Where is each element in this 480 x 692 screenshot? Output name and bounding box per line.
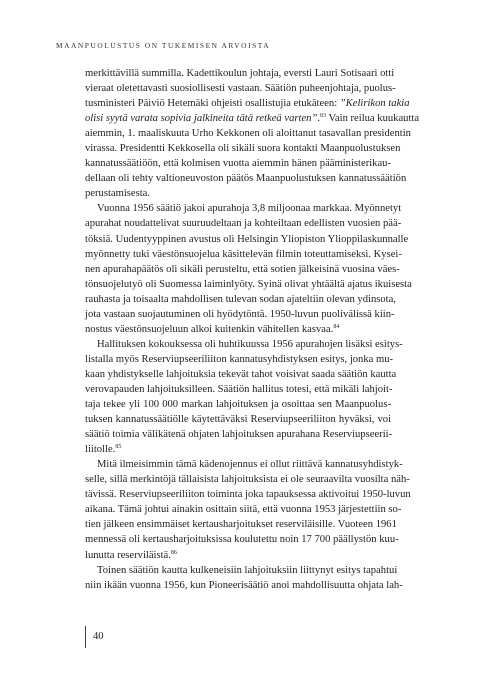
text-segment: aiemmin, 1. maaliskuuta Urho Kekkonen oli aloittanut tasavallan presidentin <box>85 128 411 140</box>
text-segment: jota vastaan suojautuminen oli hyödytöntä. 1950-luvun puolivälissä kiin- <box>85 308 395 320</box>
text-line <box>85 232 409 247</box>
text-segment: myönnetty tuki väestönsuojelua käsittelevän filmin toteuttamiseksi. Kysei- <box>85 248 402 260</box>
text-line <box>85 442 391 457</box>
text-segment: merkittävillä summilla. Kadettikoulun johtaja, eversti Lauri Sotisaari otti <box>85 68 395 79</box>
text-line <box>85 502 402 517</box>
text-line <box>85 457 403 472</box>
text-line <box>85 382 391 397</box>
text-line <box>85 578 403 593</box>
text-line <box>85 156 391 171</box>
body-text <box>85 66 420 593</box>
text-segment: apurahat noudattelivat suuruudeltaan ja kohteiltaan edellisten vuosien pää- <box>85 218 402 230</box>
italic-quote: olisi syytä varata sopivia jalkineita tätä retkeä varten” <box>85 113 318 125</box>
text-segment: virassa. Presidentti Kekkosella oli sikäli suora kontakti Maanpuolustuksen <box>85 143 401 155</box>
footnote-marker: 83 <box>320 113 326 120</box>
text-line <box>85 277 412 292</box>
text-segment: listalla myös Reserviupseeriliiton kannatusyhdistyksen esitys, jonka mu- <box>85 353 394 365</box>
text-segment: liitolle. <box>85 444 116 456</box>
text-segment: tönsuojelutyö oli Suomessa laiminlyöty. Syinä olivat yhtäältä ajatus ikuisesta <box>85 278 412 290</box>
text-segment: . <box>317 113 320 125</box>
text-segment: lunutta reserviläistä. <box>85 549 171 561</box>
text-line <box>85 563 398 578</box>
text-line <box>85 186 391 201</box>
page-number-rule <box>85 626 86 648</box>
footnote-marker: 86 <box>170 549 177 556</box>
text-segment: perustamisesta. <box>85 188 151 200</box>
text-line <box>85 427 391 442</box>
text-segment: töksiä. Uudentyyppinen avustus oli Helsingin Yliopiston Ylioppilaskunnalle <box>85 233 409 245</box>
text-line <box>85 247 402 262</box>
text-segment: nen apurahapäätös oli sikäli perusteltu, että sotien jälkeisinä vuosina väes- <box>85 263 400 275</box>
text-segment: tävissä. Reserviupseeriliiton toiminta joka tapauksessa aktivoitui 1950-luvun <box>85 489 411 501</box>
text-segment: Hallituksen kokouksessa oli huhtikuussa 1956 apurahojen lisäksi esitys- <box>97 338 403 350</box>
text-segment: verovapauden lahjoituksilleen. Säätiön hallitus totesi, että mikäli lahjoit- <box>85 383 393 395</box>
text-line <box>85 397 391 412</box>
text-line <box>85 307 395 322</box>
text-line <box>85 517 397 532</box>
text-line <box>85 472 410 487</box>
text-segment: tusministeri Päiviö Hetemäki ohjeisti osallistujia etukäteen: <box>85 98 340 110</box>
text-line <box>85 337 403 352</box>
text-line <box>85 367 397 382</box>
text-segment: Toinen säätiön kautta kulkeneisiin lahjoituksiin liittynyt esitys tapahtui <box>97 564 398 576</box>
text-segment: Mitä ilmeisimmin tämä kädenojennus ei ollut riittävä kannatusyhdistyk- <box>97 459 403 471</box>
text-line <box>85 262 400 277</box>
text-line <box>85 352 394 367</box>
text-segment: nostus väestönsuojeluun alkoi kuitenkin vähitellen kasvaa. <box>85 323 334 335</box>
text-segment: säätiö toimia välikätenä ohjaten lahjoituksen apurahana Reserviupseerii- <box>85 429 393 441</box>
text-segment: kaan yhdistykselle lahjoituksia tekevät tahot voisivat saada säätiön kautta <box>85 368 397 380</box>
text-segment: taja tekee yli 100 000 markan lahjoituksen ja osoittaa sen Maanpuolus- <box>85 399 391 411</box>
text-line <box>85 412 391 427</box>
text-line <box>85 141 401 156</box>
text-line <box>85 322 391 337</box>
text-line <box>85 548 391 563</box>
text-line <box>85 487 411 502</box>
text-line <box>85 216 402 231</box>
text-segment: selle, sillä merkintöjä tällaisista lahjoituksista ei ole seuraavilta vuosilta näh- <box>85 474 410 486</box>
text-segment: mennessä oli kertausharjoituksissa koulutettu noin 17 700 päällystön kuu- <box>85 534 399 546</box>
text-segment: dellaan oli tehty valtioneuvoston päätös Maanpuolustuksen kannatussäätiön <box>85 173 407 185</box>
text-line <box>85 126 411 141</box>
text-line <box>85 66 395 81</box>
text-line <box>85 81 396 96</box>
italic-quote: ”Kelirikon takia <box>339 98 410 110</box>
text-line <box>85 292 396 307</box>
text-segment: tuksen kannatussäätiölle käytettäväksi Reserviupseeriliiton hyväksi, voi <box>85 414 391 426</box>
text-segment: Vuonna 1956 säätiö jakoi apurahoja 3,8 miljoonaa markkaa. Myönnetyt <box>97 203 402 215</box>
text-line <box>85 111 420 126</box>
footnote-marker: 85 <box>115 444 122 451</box>
text-line <box>85 171 407 186</box>
text-segment: vieraat oletettavasti suosiollisesti vastaan. Säätiön puheenjohtaja, puolus- <box>85 83 396 95</box>
text-line <box>85 532 399 547</box>
footnote-marker: 84 <box>333 323 340 330</box>
text-segment: kannatussäätiöön, että kolmisen vuotta aiemmin hänen pääministerikau- <box>85 158 391 170</box>
text-segment: aikana. Tämä johtui ainakin osittain siitä, että vuonna 1953 järjestettiin so- <box>85 504 402 516</box>
text-segment: Vain reilua kuukautta <box>326 113 420 125</box>
text-segment: rauhasta ja toisaalta mahdollisen tulevan sodan ajateltiin olevan ydinsota, <box>85 293 396 305</box>
running-head: MAANPUOLUSTUS ON TUKEMISEN ARVOISTA <box>56 41 271 50</box>
text-line <box>85 96 410 111</box>
text-line <box>85 201 402 216</box>
page-number: 40 <box>93 631 104 642</box>
text-segment: tien jälkeen ensimmäiset kertausharjoitukset reserviläisille. Vuoteen 1961 <box>85 519 397 531</box>
text-segment: niin ikään vuonna 1956, kun Pioneerisäätiö anoi mahdollisuutta ohjata lah- <box>85 579 403 591</box>
